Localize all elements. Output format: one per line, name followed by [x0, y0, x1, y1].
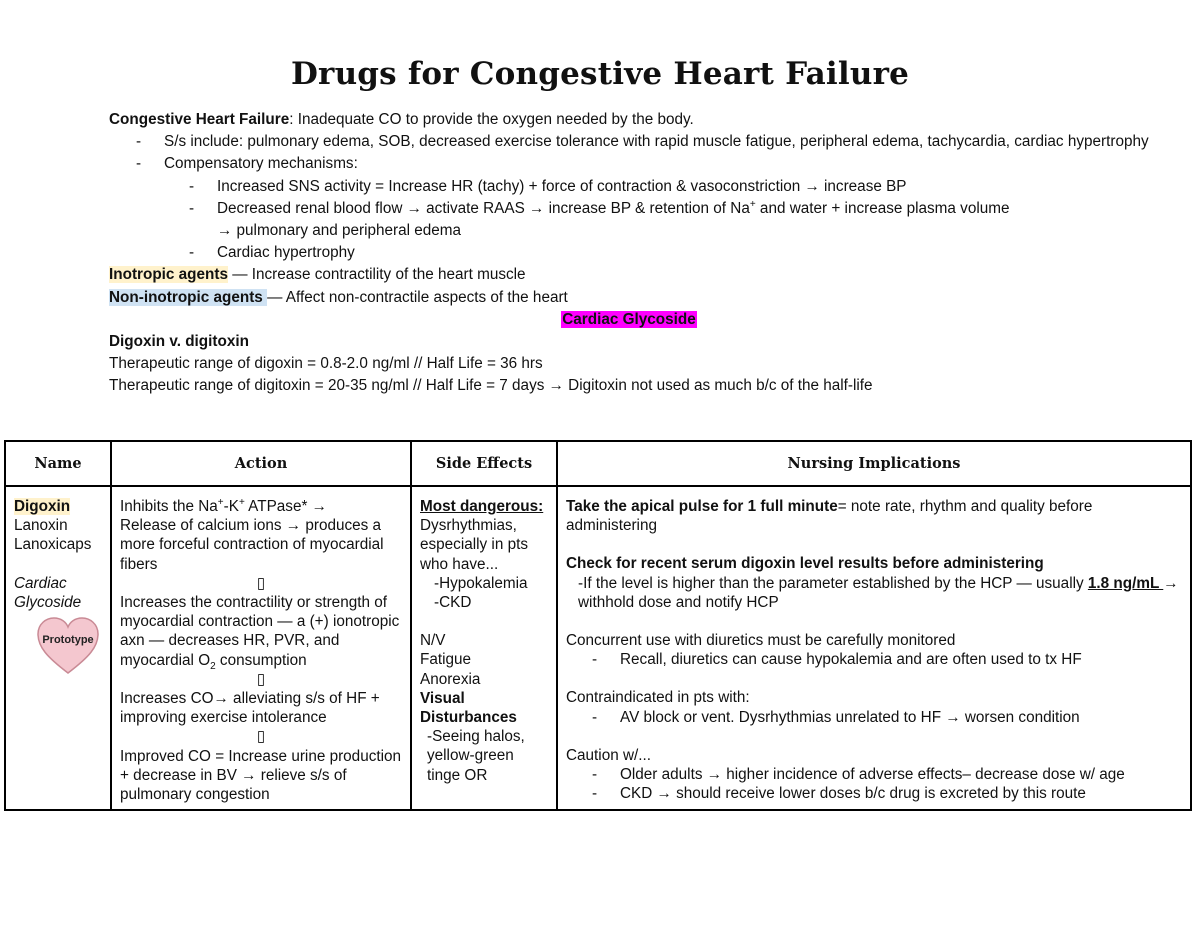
non-inotropic-label: Non-inotropic agents — [109, 288, 268, 306]
cell-side-effects: Most dangerous: Dysrhythmias, especially in pts who have... -Hypokalemia -CKD N/V Fatigue Anorexia Visual Disturbances -Seeing halos, yellow-green tinge OR — [411, 486, 557, 810]
header-side-effects: Side Effects — [411, 441, 557, 486]
cell-action: Inhibits the Na+-K+ ATPase* → Release of calcium ions → produces a more forceful contraction of myocardial fibers ▯ Increases the contractility or strength of myocardial contraction — a (+) ionotropic axn — decreases HR, PVR, and myocardial $O_2$ consumption ▯ Increases CO→ alleviating s/s of HF + improving exercise intolerance ▯ Improved CO = Increase urine production + decrease in BV → relieve s/s of pulmonary congestion — [111, 486, 411, 810]
list-item: - Increased SNS activity = Increase HR (tachy) + force of contraction & vasoconstriction → increase BP — [189, 177, 907, 195]
drug-table — [4, 440, 1192, 811]
header-nursing: Nursing Implications — [557, 441, 1191, 486]
table-header-row — [5, 441, 1191, 486]
list-item: - Compensatory mechanisms: — [136, 155, 358, 173]
chf-label: Congestive Heart Failure — [109, 111, 290, 128]
cell-nursing: Take the apical pulse for 1 full minute= note rate, rhythm and quality before administering Check for recent serum digoxin level results before administering -If the level is higher than the parameter established by the HCP — usually 1.8 ng/mL → withhold dose and notify HCP Concurrent use with diuretics must be carefully monitored - Recall, diuretics can cause hypokalemia and are often used to tx HF Contraindicated in pts with: - AV block or vent. Dysrhythmias unrelated to HF → worsen condition Caution w/... - Older adults → higher incidence of adverse effects– decrease dose w/ age - CKD → should receive lower doses b/c drug is excreted by this route — [557, 486, 1191, 810]
cell-name: Digoxin Lanoxin Lanoxicaps Cardiac Glycoside Prototype — [5, 486, 111, 810]
list-item: - S/s include: pulmonary edema, SOB, decreased exercise tolerance with rapid muscle fatigue, peripheral edema, tachycardia, cardiac hypertrophy — [136, 133, 1149, 151]
prototype-label: Prototype — [42, 634, 94, 647]
page-title: Drugs for Congestive Heart Failure — [290, 56, 910, 92]
prototype-heart-icon — [37, 617, 99, 675]
header-name: Name — [5, 441, 111, 486]
section-title: Cardiac Glycoside — [562, 310, 696, 328]
intro-section — [109, 109, 1149, 398]
table-row — [5, 486, 1191, 810]
range-digitoxin: Therapeutic range of digitoxin = 20-35 ng/ml // Half Life = 7 days → Digitoxin not used as much b/c of the half-life — [109, 377, 873, 395]
inotropic-label: Inotropic agents — [109, 266, 228, 284]
list-item: - Decreased renal blood flow → activate RAAS → increase BP & retention of Na+ and water + increase plasma volume → pulmonary and peripheral edema — [189, 198, 1010, 240]
list-item: - Cardiac hypertrophy — [189, 244, 355, 262]
chf-definition: Congestive Heart Failure: Inadequate CO to provide the oxygen needed by the body. — [109, 111, 694, 128]
non-inotropic-definition: Non-inotropic agents — Affect non-contractile aspects of the heart — [109, 288, 568, 306]
inotropic-definition: Inotropic agents — Increase contractility of the heart muscle — [109, 266, 526, 284]
digoxin-vs-heading: Digoxin v. digitoxin — [109, 333, 249, 351]
drug-name: Digoxin — [14, 498, 71, 515]
range-digoxin: Therapeutic range of digoxin = 0.8-2.0 ng/ml // Half Life = 36 hrs — [109, 355, 543, 373]
header-action: Action — [111, 441, 411, 486]
